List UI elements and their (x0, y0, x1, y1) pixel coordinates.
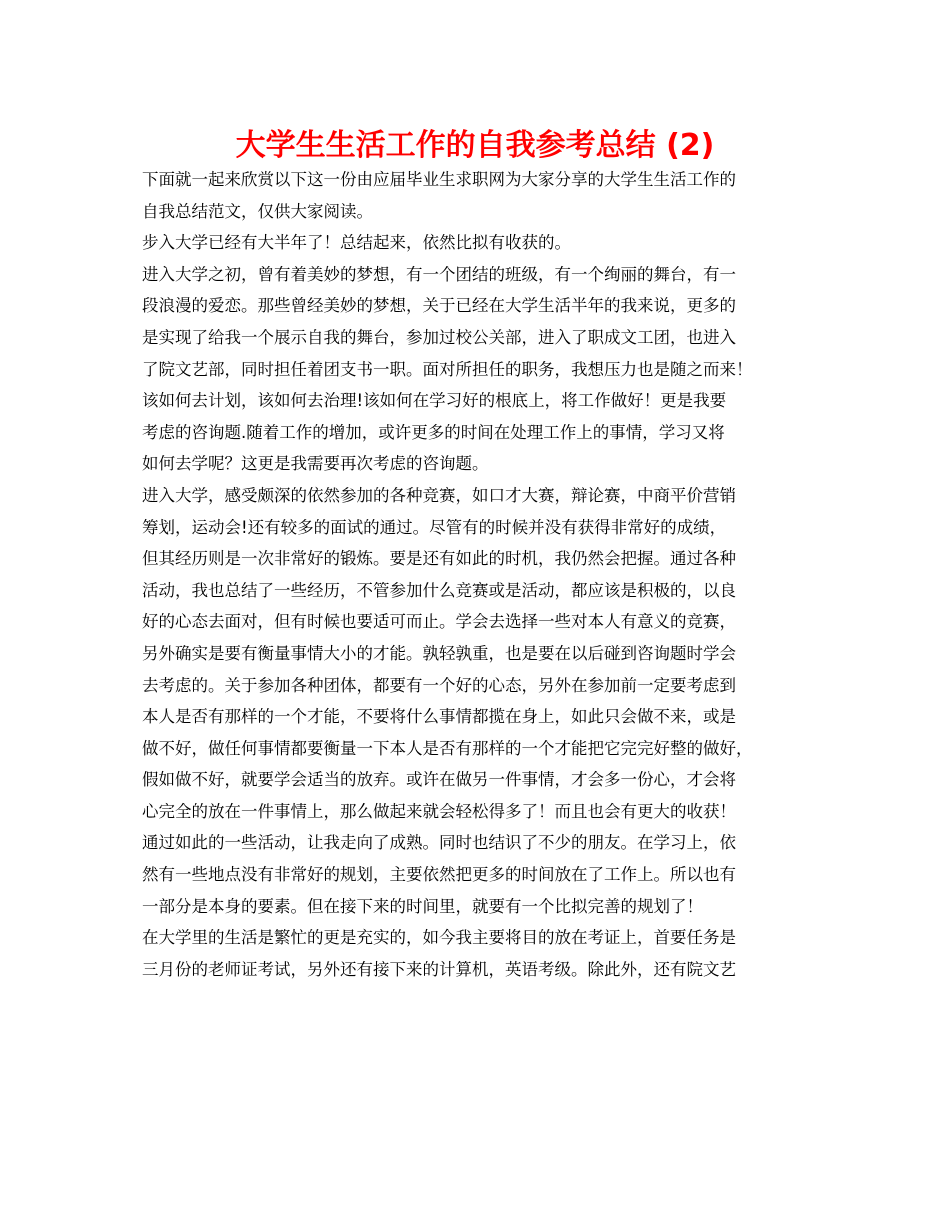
body-line: 考虑的咨询题.随着工作的增加，或许更多的时间在处理工作上的事情，学习又将 (142, 422, 725, 442)
body-line: 做不好，做任何事情都要衡量一下本人是否有那样的一个才能把它完完好整的做好， (142, 738, 753, 758)
body-line: 自我总结范文，仅供大家阅读。 (142, 201, 373, 221)
body-line: 活动，我也总结了一些经历，不管参加什么竞赛或是活动，都应该是积极的，以良 (142, 580, 736, 600)
body-line: 通过如此的一些活动，让我走向了成熟。同时也结识了不少的朋友。在学习上，依 (142, 833, 736, 853)
body-line: 进入大学，感受颇深的依然参加的各种竞赛，如口才大赛，辩论赛，中商平价营销 (142, 485, 736, 505)
document-title: 大学生生活工作的自我参考总结 (2) (235, 128, 715, 163)
body-line: 步入大学已经有大半年了！总结起来，依然比拟有收获的。 (142, 233, 571, 253)
body-line: 段浪漫的爱恋。那些曾经美妙的梦想，关于已经在大学生活半年的我来说，更多的 (142, 296, 736, 316)
body-line: 在大学里的生活是繁忙的更是充实的，如今我主要将目的放在考证上，首要任务是 (142, 928, 736, 948)
body-line: 然有一些地点没有非常好的规划，主要依然把更多的时间放在了工作上。所以也有 (142, 865, 736, 885)
body-line: 是实现了给我一个展示自我的舞台，参加过校公关部，进入了职成文工团，也进入 (142, 327, 736, 347)
body-line: 去考虑的。关于参加各种团体，都要有一个好的心态，另外在参加前一定要考虑到 (142, 675, 736, 695)
document-body (142, 164, 814, 985)
body-line: 如何去学呢？这更是我需要再次考虑的咨询题。 (142, 454, 489, 474)
body-line: 进入大学之初，曾有着美妙的梦想，有一个团结的班级，有一个绚丽的舞台，有一 (142, 264, 736, 284)
body-line: 一部分是本身的要素。但在接下来的时间里，就要有一个比拟完善的规划了！ (142, 896, 703, 916)
body-line: 下面就一起来欣赏以下这一份由应届毕业生求职网为大家分享的大学生生活工作的 (142, 170, 736, 189)
body-line: 筹划，运动会!还有较多的面试的通过。尽管有的时候并没有获得非常好的成绩， (142, 517, 727, 537)
body-line: 但其经历则是一次非常好的锻炼。要是还有如此的时机，我仍然会把握。通过各种 (142, 549, 736, 569)
body-line: 假如做不好，就要学会适当的放弃。或许在做另一件事情，才会多一份心，才会将 (142, 770, 736, 790)
body-line: 心完全的放在一件事情上，那么做起来就会轻松得多了！而且也会有更大的收获！ (142, 801, 736, 821)
body-line: 另外确实是要有衡量事情大小的才能。孰轻孰重，也是要在以后碰到咨询题时学会 (142, 643, 736, 663)
body-line: 本人是否有那样的一个才能，不要将什么事情都揽在身上，如此只会做不来，或是 (142, 707, 736, 727)
body-line: 该如何去计划，该如何去治理!该如何在学习好的根底上，将工作做好！更是我要 (142, 391, 727, 411)
body-line: 好的心态去面对，但有时候也要适可而止。学会去选择一些对本人有意义的竞赛， (142, 612, 736, 632)
body-line: 了院文艺部，同时担任着团支书一职。面对所担任的职务，我想压力也是随之而来！ (142, 359, 753, 379)
body-line: 三月份的老师证考试，另外还有接下来的计算机，英语考级。除此外，还有院文艺 (142, 959, 736, 979)
